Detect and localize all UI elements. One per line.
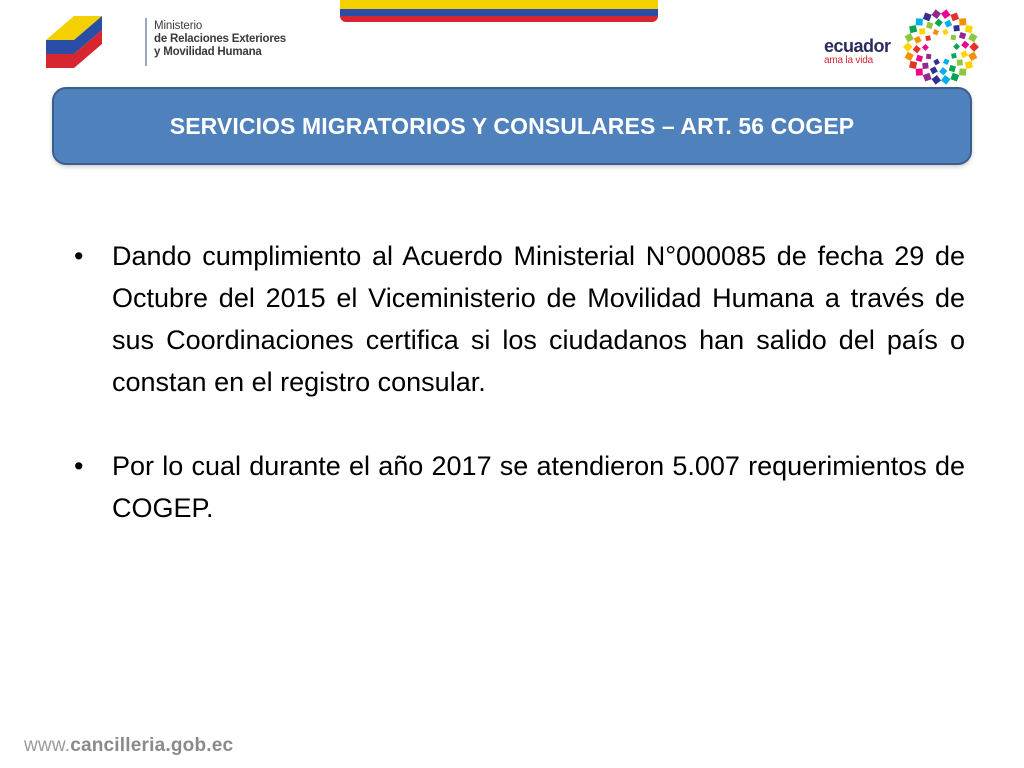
swirl-tile — [953, 25, 959, 31]
swirl-tile — [926, 54, 931, 59]
bullet-text: Dando cumplimiento al Acuerdo Ministerial N°000085 de fecha 29 de Octubre del 2015 el Viceministerio de Movilidad Humana a través de sus Coordinaciones certifica si los ciudadanos han salido del país o constan en el registro consular. — [112, 241, 965, 397]
footer-url-domain: cancilleria.gob.ec — [70, 735, 234, 756]
brand-word: ecuador — [824, 36, 891, 56]
swirl-tile — [968, 33, 977, 42]
swirl-tile — [965, 25, 973, 33]
swirl-tile — [916, 18, 923, 25]
swirl-tile — [923, 12, 932, 21]
ecuador-brand-logo — [820, 8, 985, 84]
swirl-tile — [944, 20, 952, 28]
swirl-tile — [935, 19, 943, 27]
swirl-tile — [951, 35, 956, 40]
swirl-tile — [941, 75, 951, 85]
swirl-tile — [923, 73, 932, 82]
swirl-tile — [930, 66, 938, 74]
bullet-marker: • — [74, 451, 84, 481]
ministry-name — [154, 20, 286, 59]
swirl-tile — [959, 68, 966, 75]
swirl-tile — [926, 22, 933, 29]
bullet-text: Por lo cual durante el año 2017 se atendieron 5.007 requerimientos de COGEP. — [112, 451, 965, 523]
swirl-tile — [950, 12, 959, 21]
swirl-tile — [943, 58, 949, 64]
swirl-tile — [919, 28, 925, 34]
swirl-tile — [909, 61, 917, 69]
ministry-name-line1: Ministerio — [154, 20, 203, 32]
swirl-tile — [942, 29, 949, 36]
swirl-tile — [950, 73, 959, 82]
swirl-tile — [960, 50, 968, 58]
swirl-tile — [965, 61, 973, 69]
swirl-tile — [939, 67, 947, 75]
flag-stripe-red — [340, 16, 658, 22]
swirl-tile — [969, 42, 979, 52]
ministry-divider — [145, 18, 147, 66]
swirl-tile — [905, 33, 914, 42]
ministry-name-line3: y Movilidad Humana — [154, 46, 262, 58]
swirl-tile — [913, 45, 921, 53]
swirl-tile — [959, 32, 966, 39]
slide-title: SERVICIOS MIGRATORIOS Y CONSULARES – ART. 56 COGEP — [169, 112, 855, 139]
footer-url-prefix: www. — [24, 735, 71, 756]
swirl-tile — [905, 52, 914, 61]
swirl-tile — [932, 75, 942, 85]
bullet-item — [70, 235, 965, 403]
swirl-tile — [916, 68, 923, 75]
swirl-tile — [932, 9, 942, 19]
swirl-tile — [951, 53, 957, 59]
swirl-tile — [903, 42, 913, 52]
bullet-marker: • — [74, 241, 84, 271]
bullet-list — [70, 235, 965, 529]
ecuador-swirl-icon — [902, 8, 980, 86]
swirl-tile — [916, 55, 923, 62]
flag-stripe — [340, 0, 658, 22]
swirl-tile — [914, 36, 922, 44]
swirl-tile — [933, 59, 940, 66]
swirl-tile — [959, 18, 966, 25]
swirl-tile — [922, 44, 929, 51]
swirl-tile — [949, 65, 956, 72]
flag-stripe-blue — [340, 9, 658, 16]
swirl-tile — [941, 9, 951, 19]
swirl-tile — [968, 52, 977, 61]
swirl-tile — [922, 63, 928, 69]
swirl-tile — [909, 25, 917, 33]
footer-url[interactable] — [24, 735, 233, 757]
swirl-tile — [957, 59, 963, 65]
bullet-item — [70, 445, 965, 529]
swirl-tile — [961, 41, 969, 49]
title-bar — [52, 87, 972, 165]
swirl-tile — [933, 29, 939, 35]
flag-stripe-yellow — [340, 0, 658, 9]
brand-tagline: ama la vida — [824, 55, 873, 66]
ministry-name-line2: de Relaciones Exteriores — [154, 33, 286, 45]
ministry-emblem-icon — [44, 10, 104, 70]
swirl-tile — [953, 43, 960, 50]
swirl-tile — [925, 35, 931, 41]
ministry-logo — [44, 10, 284, 70]
